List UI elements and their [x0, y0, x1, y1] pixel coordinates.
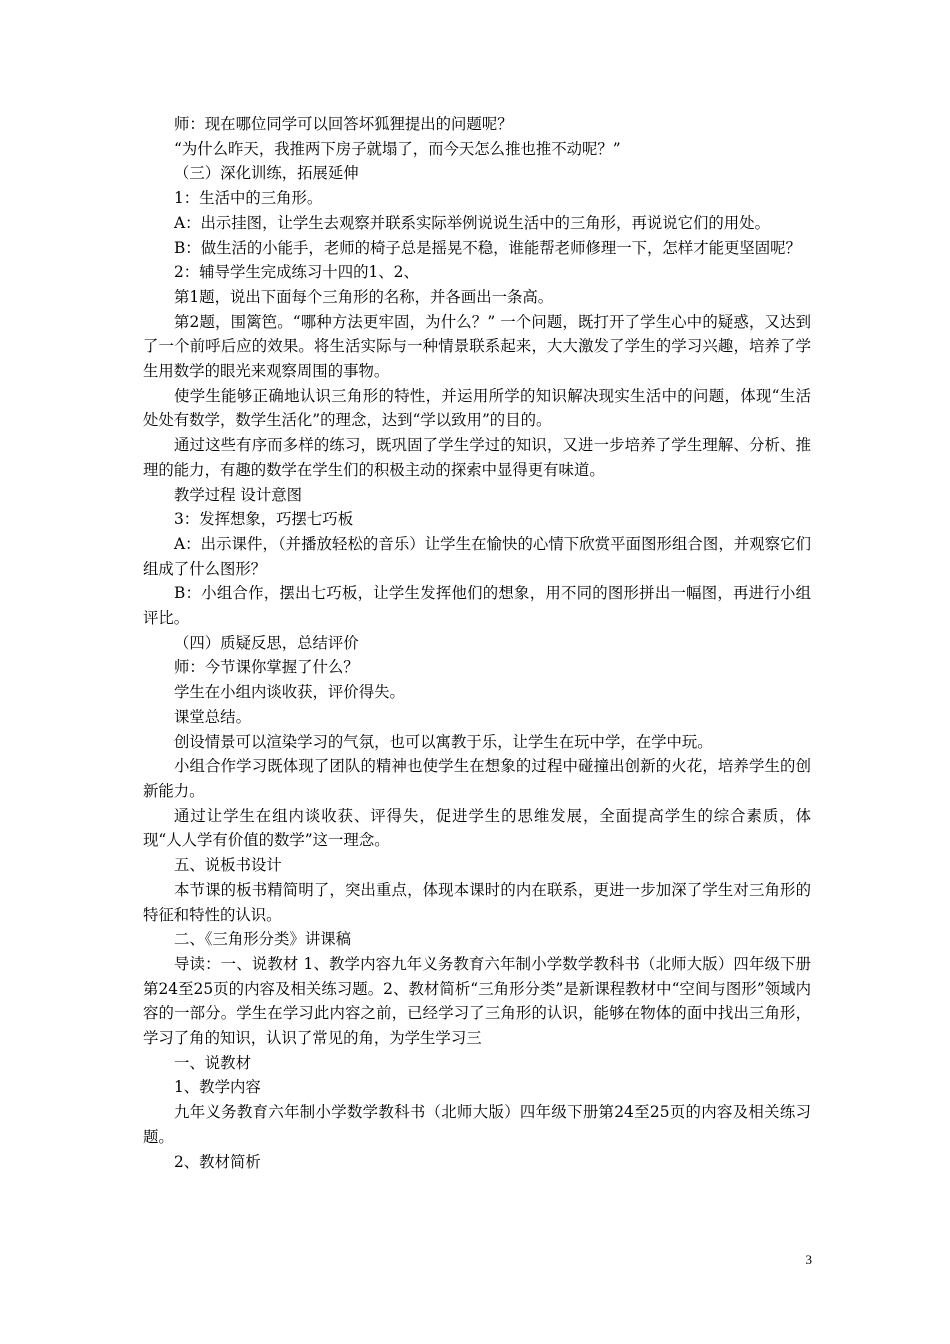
paragraph: 创设情景可以渲染学习的气氛，也可以寓教于乐，让学生在玩中学，在学中玩。 [174, 732, 713, 751]
paragraph: 使学生能够正确地认识三角形的特性，并运用所学的知识解决现实生活中的问题，体现“生活处处有数学，数学生活化”的理念，达到“学以致用”的目的。 [143, 386, 811, 430]
paragraph: B：小组合作，摆出七巧板，让学生发挥他们的想象，用不同的图形拼出一幅图，再进行小组评比。 [143, 584, 811, 628]
paragraph: 教学过程 设计意图 [174, 485, 303, 504]
paragraph: 通过这些有序而多样的练习，既巩固了学生学过的知识，又进一步培养了学生理解、分析、推理的能力，有趣的数学在学生们的积极主动的探索中显得更有味道。 [143, 436, 811, 479]
paragraph: 学生在小组内谈收获，评价得失。 [174, 683, 405, 702]
paragraph: 3：发挥想象，巧摆七巧板 [174, 510, 354, 529]
section-heading: 二、《三角形分类》讲课稿 [174, 930, 351, 949]
paragraph: B：做生活的小能手，老师的椅子总是摇晃不稳，谁能帮老师修理一下，怎样才能更坚固呢？ [174, 238, 801, 257]
paragraph: 第1题，说出下面每个三角形的名称，并各画出一条高。 [174, 287, 554, 306]
paragraph: 课堂总结。 [174, 707, 251, 726]
paragraph: “为什么昨天，我推两下房子就塌了，而今天怎么推也推不动呢？” [174, 139, 621, 158]
paragraph: 导读：一、说教材 1、教学内容九年义务教育六年制小学数学教科书（北师大版）四年级下册第24至25页的内容及相关练习题。2、教材简析“三角形分类”是新课程教材中“空间与图形”领域内容的一部分。学生在学习此内容之前，已经学习了三角形的认识，能够在物体的面中找出三角形，学习了角的知识，认识了常见的角，为学生学习三 [143, 954, 811, 1048]
paragraph: 师：今节课你掌握了什么？ [174, 658, 359, 677]
page-body [143, 112, 811, 1174]
paragraph: 2：辅导学生完成练习十四的1、2、 [174, 263, 419, 282]
paragraph: 九年义务教育六年制小学数学教科书（北师大版）四年级下册第24至25页的内容及相关练习题。 [143, 1103, 811, 1146]
section-heading: 五、说板书设计 [174, 856, 282, 875]
paragraph: A：出示课件，（并播放轻松的音乐）让学生在愉快的心情下欣赏平面图形组合图，并观察它们组成了什么图形？ [143, 534, 811, 578]
section-heading: 2、教材简析 [174, 1152, 261, 1171]
paragraph: 第2题，围篱笆。“哪种方法更牢固，为什么？” 一个问题，既打开了学生心中的疑惑，又达到了一个前呼后应的效果。将生活实际与一种情景联系起来，大大激发了学生的学习兴趣，培养了学生用数学的眼光来观察周围的事物。 [143, 312, 811, 381]
paragraph: 通过让学生在组内谈收获、评得失，促进学生的思维发展，全面提高学生的综合素质，体现“人人学有价值的数学”这一理念。 [143, 806, 811, 850]
paragraph: 师：现在哪位同学可以回答坏狐狸提出的问题呢？ [174, 115, 513, 133]
section-heading: 1、教学内容 [174, 1078, 261, 1097]
paragraph: 1：生活中的三角形。 [174, 189, 323, 208]
paragraph: 本节课的板书精简明了，突出重点，体现本课时的内在联系，更进一步加深了学生对三角形的特征和特性的认识。 [143, 880, 811, 924]
paragraph: A：出示挂图，让学生去观察并联系实际举例说说生活中的三角形，再说说它们的用处。 [174, 213, 770, 232]
section-heading: 一、说教材 [174, 1053, 251, 1072]
paragraph: 小组合作学习既体现了团队的精神也使学生在想象的过程中碰撞出创新的火花，培养学生的创新能力。 [143, 757, 811, 800]
section-heading: （三）深化训练，拓展延伸 [174, 164, 359, 183]
page-number: 3 [805, 1252, 812, 1267]
section-heading: （四）质疑反思，总结评价 [174, 633, 359, 652]
